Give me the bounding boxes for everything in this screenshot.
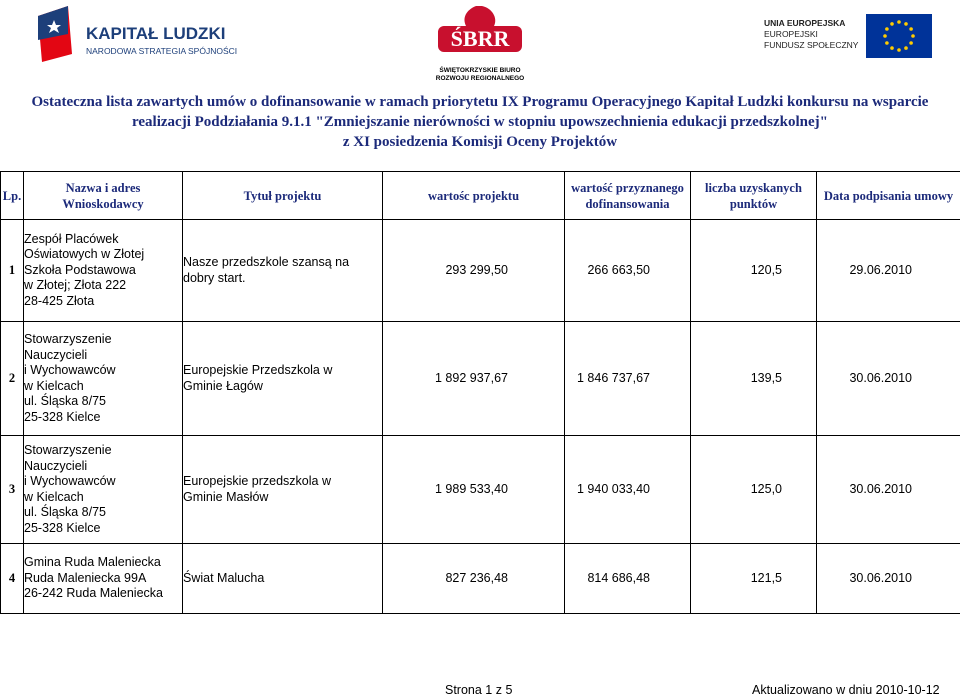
cell-dofinansowanie: 814 686,48 <box>565 544 691 614</box>
header-tytul: Tytuł projektu <box>183 172 383 220</box>
kapital-ludzki-title: KAPITAŁ LUDZKI <box>86 24 225 44</box>
cell-wartosc: 1 989 533,40 <box>383 436 565 544</box>
cell-dofinansowanie: 1 940 033,40 <box>565 436 691 544</box>
nazwa-line: Stowarzyszenie <box>24 332 182 348</box>
eu-star-icon <box>885 41 889 45</box>
table-row <box>1 436 960 544</box>
table-row <box>1 322 960 436</box>
logo-bar <box>0 0 960 84</box>
header-punkty-line-2: punktów <box>730 197 777 211</box>
page-title <box>0 92 960 152</box>
tytul-line: Gminie Masłów <box>183 490 382 506</box>
cell-tytul <box>183 544 383 614</box>
header-punkty <box>691 172 817 220</box>
header-lp: Lp. <box>1 172 24 220</box>
eu-line-3: FUNDUSZ SPOŁECZNY <box>764 40 858 51</box>
cell-wartosc: 827 236,48 <box>383 544 565 614</box>
header-dofin-line-2: dofinansowania <box>585 197 669 211</box>
nazwa-line: Gmina Ruda Maleniecka <box>24 555 182 571</box>
tytul-line: dobry start. <box>183 271 382 287</box>
cell-nazwa <box>24 220 183 322</box>
header-nazwa-line-2: Wnioskodawcy <box>62 197 143 211</box>
tytul-line: Europejskie Przedszkola w <box>183 363 382 379</box>
cell-tytul <box>183 220 383 322</box>
cell-data: 29.06.2010 <box>817 220 960 322</box>
cell-data: 30.06.2010 <box>817 544 960 614</box>
eu-star-icon <box>890 46 894 50</box>
title-line-1: Ostateczna lista zawartych umów o dofinansowanie w ramach priorytetu IX Programu Operacyjnego Kapitał Ludzki konkursu na wsparcie <box>0 92 960 112</box>
header-dofin-line-1: wartość przyznanego <box>571 181 684 195</box>
cell-punkty: 120,5 <box>691 220 817 322</box>
cell-data: 30.06.2010 <box>817 436 960 544</box>
page-number: Strona 1 z 5 <box>445 683 512 697</box>
cell-wartosc: 1 892 937,67 <box>383 322 565 436</box>
nazwa-line: 26-242 Ruda Maleniecka <box>24 586 182 602</box>
cell-nazwa <box>24 544 183 614</box>
table-row <box>1 220 960 322</box>
nazwa-line: Oświatowych w Złotej <box>24 247 182 263</box>
nazwa-line: w Kielcach <box>24 379 182 395</box>
cell-tytul <box>183 436 383 544</box>
eu-star-icon <box>885 27 889 31</box>
tytul-line: Gminie Łagów <box>183 379 382 395</box>
nazwa-line: Nauczycieli <box>24 348 182 364</box>
eu-line-1: UNIA EUROPEJSKA <box>764 18 858 29</box>
eu-star-icon <box>890 22 894 26</box>
sbrr-mark-icon <box>436 4 524 60</box>
eu-star-icon <box>911 34 915 38</box>
eu-logo-text <box>764 18 858 51</box>
cell-lp: 2 <box>1 322 24 436</box>
nazwa-line: w Kielcach <box>24 490 182 506</box>
nazwa-line: 25-328 Kielce <box>24 521 182 537</box>
sbrr-mark-text: ŚBRR <box>451 26 511 51</box>
title-line-2: realizacji Poddziałania 9.1.1 "Zmniejszanie nierówności w stopniu upowszechnienia edukacji przedszkolnej" <box>0 112 960 132</box>
nazwa-line: i Wychowawców <box>24 363 182 379</box>
kapital-ludzki-flag-icon <box>38 6 74 62</box>
cell-punkty: 139,5 <box>691 322 817 436</box>
nazwa-line: Nauczycieli <box>24 459 182 475</box>
nazwa-line: w Złotej; Złota 222 <box>24 278 182 294</box>
cell-lp: 4 <box>1 544 24 614</box>
nazwa-line: ul. Śląska 8/75 <box>24 505 182 521</box>
sbrr-line-2: ROZWOJU REGIONALNEGO <box>430 75 530 82</box>
eu-star-icon <box>904 46 908 50</box>
cell-lp: 3 <box>1 436 24 544</box>
sbrr-logo <box>430 4 530 82</box>
eu-star-icon <box>904 22 908 26</box>
eu-star-icon <box>897 48 901 52</box>
cell-lp: 1 <box>1 220 24 322</box>
header-punkty-line-1: liczba uzyskanych <box>705 181 802 195</box>
eu-line-2: EUROPEJSKI <box>764 29 858 40</box>
updated-date: Aktualizowano w dniu 2010-10-12 <box>752 683 940 697</box>
table-header-row <box>1 172 960 220</box>
nazwa-line: ul. Śląska 8/75 <box>24 394 182 410</box>
nazwa-line: Zespół Placówek <box>24 232 182 248</box>
sbrr-line-1: ŚWIĘTOKRZYSKIE BIURO <box>430 67 530 74</box>
tytul-line: Europejskie przedszkola w <box>183 474 382 490</box>
eu-flag-icon <box>866 14 932 58</box>
cell-dofinansowanie: 266 663,50 <box>565 220 691 322</box>
cell-data: 30.06.2010 <box>817 322 960 436</box>
eu-logo <box>760 14 940 58</box>
nazwa-line: Stowarzyszenie <box>24 443 182 459</box>
nazwa-line: Ruda Maleniecka 99A <box>24 571 182 587</box>
cell-punkty: 121,5 <box>691 544 817 614</box>
cell-nazwa <box>24 436 183 544</box>
eu-star-icon <box>897 20 901 24</box>
tytul-line: Świat Malucha <box>183 571 382 587</box>
cell-punkty: 125,0 <box>691 436 817 544</box>
header-dofinansowanie <box>565 172 691 220</box>
cell-wartosc: 293 299,50 <box>383 220 565 322</box>
cell-dofinansowanie: 1 846 737,67 <box>565 322 691 436</box>
kapital-ludzki-subtitle: NARODOWA STRATEGIA SPÓJNOŚCI <box>86 46 237 56</box>
cell-nazwa <box>24 322 183 436</box>
title-line-3: z XI posiedzenia Komisji Oceny Projektów <box>0 132 960 152</box>
tytul-line: Nasze przedszkole szansą na <box>183 255 382 271</box>
contracts-table <box>0 171 960 614</box>
nazwa-line: Szkoła Podstawowa <box>24 263 182 279</box>
table-row <box>1 544 960 614</box>
nazwa-line: 28-425 Złota <box>24 294 182 310</box>
header-wartosc: wartośc projektu <box>383 172 565 220</box>
eu-star-icon <box>909 41 913 45</box>
eu-star-icon <box>883 34 887 38</box>
cell-tytul <box>183 322 383 436</box>
header-nazwa-line-1: Nazwa i adres <box>66 181 141 195</box>
kapital-ludzki-logo <box>38 6 238 66</box>
nazwa-line: i Wychowawców <box>24 474 182 490</box>
nazwa-line: 25-328 Kielce <box>24 410 182 426</box>
header-data: Data podpisania umowy <box>817 172 960 220</box>
header-nazwa <box>24 172 183 220</box>
eu-star-icon <box>909 27 913 31</box>
